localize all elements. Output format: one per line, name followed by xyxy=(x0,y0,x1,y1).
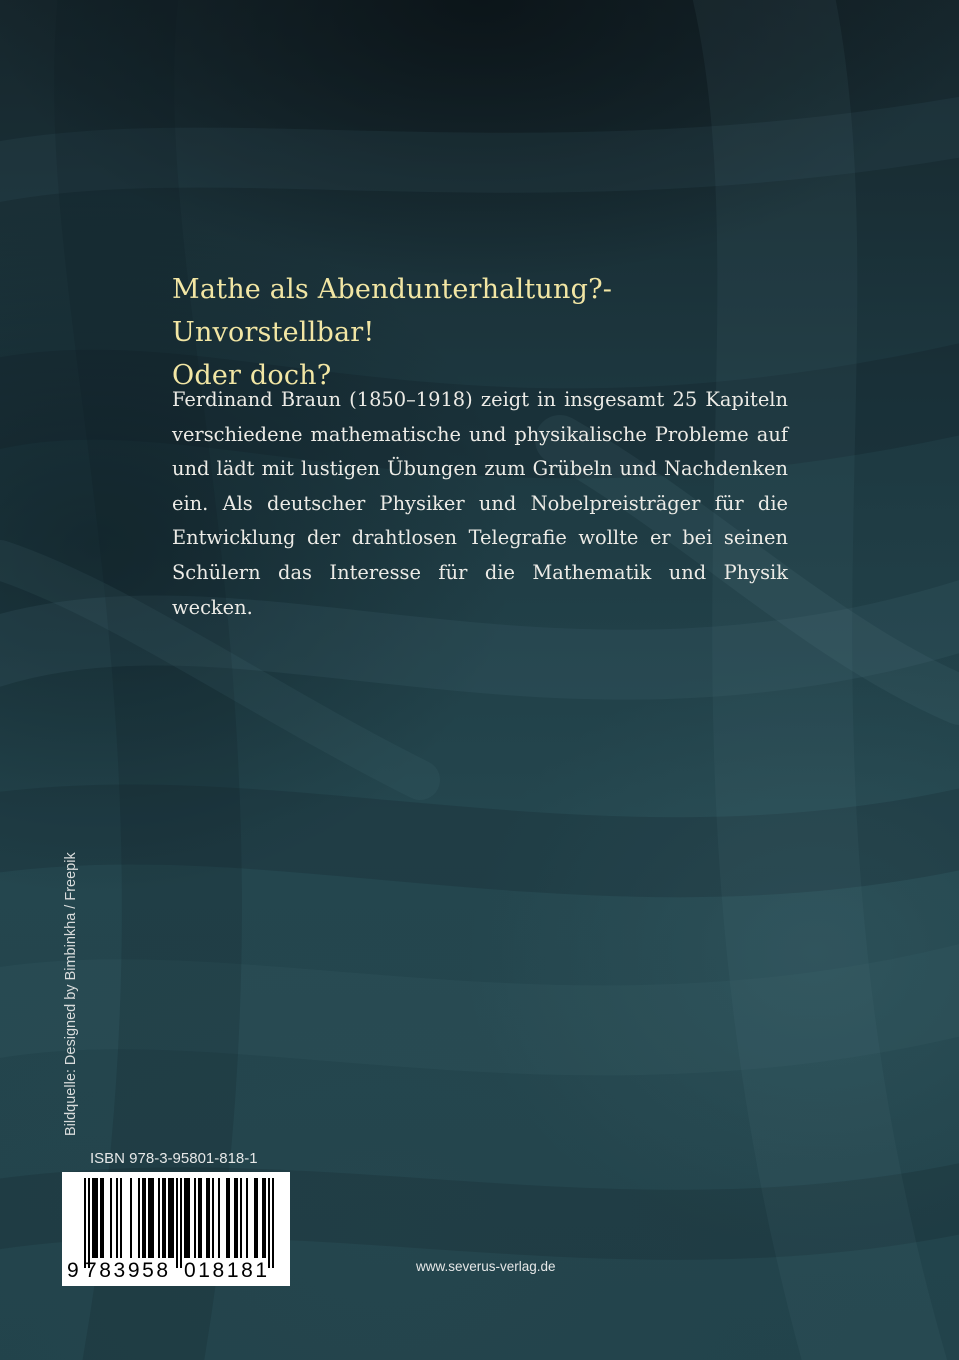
barcode-bar xyxy=(194,1178,196,1258)
headline-line-2: Oder doch? xyxy=(172,360,332,391)
barcode-bar xyxy=(158,1178,160,1258)
barcode-guard-bar xyxy=(268,1178,270,1268)
barcode-bar xyxy=(234,1178,238,1258)
barcode-right-digits: 018181 xyxy=(184,1259,270,1282)
barcode-bar xyxy=(168,1178,174,1258)
barcode-bar xyxy=(148,1178,154,1258)
barcode-left-digits: 783958 xyxy=(85,1259,171,1282)
barcode-bar xyxy=(226,1178,230,1258)
barcode-digits xyxy=(62,1259,290,1283)
barcode-guard-bar xyxy=(176,1178,178,1268)
headline-line-1: Mathe als Abendunterhaltung?- Unvorstellbar! xyxy=(172,274,613,348)
barcode-bar xyxy=(206,1178,210,1258)
barcode-bar xyxy=(262,1178,266,1258)
barcode-bar xyxy=(198,1178,202,1258)
barcode-first-digit: 9 xyxy=(67,1259,79,1282)
barcode-bar xyxy=(110,1178,112,1258)
barcode-guard-bar xyxy=(88,1178,90,1268)
blurb-text: Ferdinand Braun (1850–1918) zeigt in insgesamt 25 Kapiteln verschiedene mathematische und physikalische Probleme auf und lädt mit lustigen Übungen zum Grübeln und Nachdenken ein. Als deutscher Physiker und Nobelpreisträger für die Entwicklung der drahtlosen Telegrafie wollte er bei seinen Schülern das Interesse für die Mathematik und Physik wecken. xyxy=(172,388,788,619)
barcode-bar xyxy=(92,1178,98,1258)
headline xyxy=(172,268,812,397)
image-credit: Bildquelle: Designed by Bimbinkha / Freepik xyxy=(63,852,79,1136)
barcode-bar xyxy=(130,1178,132,1258)
barcode-bar xyxy=(240,1178,242,1258)
barcode xyxy=(62,1172,290,1286)
publisher-website: www.severus-verlag.de xyxy=(416,1259,556,1274)
barcode-bar xyxy=(116,1178,118,1258)
barcode-bar xyxy=(246,1178,248,1258)
barcode-bar xyxy=(254,1178,258,1258)
barcode-bar xyxy=(142,1178,146,1258)
barcode-bar xyxy=(212,1178,214,1258)
barcode-guard-bar xyxy=(180,1178,182,1268)
barcode-bar xyxy=(100,1178,104,1258)
barcode-bar xyxy=(120,1178,122,1258)
barcode-bar xyxy=(184,1178,190,1258)
barcode-bar xyxy=(138,1178,140,1258)
barcode-bar xyxy=(218,1178,220,1258)
barcode-bar xyxy=(162,1178,166,1258)
isbn-label: ISBN 978-3-95801-818-1 xyxy=(90,1150,258,1167)
barcode-guard-bar xyxy=(84,1178,86,1268)
barcode-guard-bar xyxy=(272,1178,274,1268)
